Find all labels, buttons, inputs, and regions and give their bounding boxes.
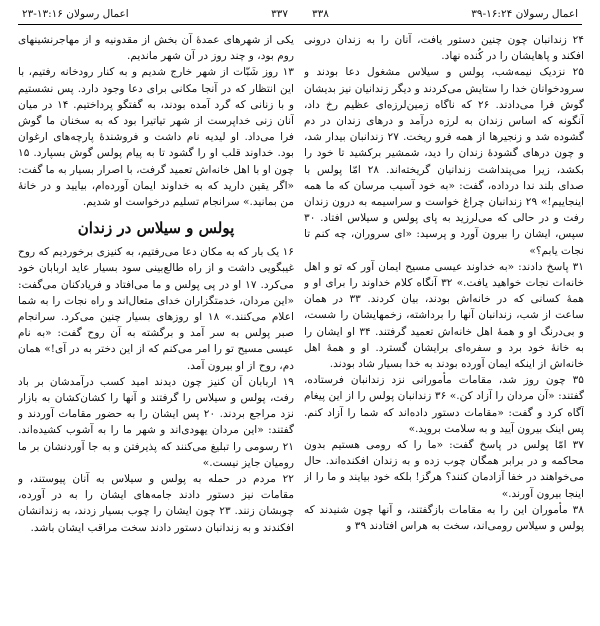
paragraph: ۲۵ نزدیک نیمه‌شب، پولس و سیلاس مشغول دعا بودند و سرودخوانان خدا را ستایش می‌کردند و دیگر زندانیان نیز بدیشان گوش فرا می‌دادند. ۲۶ که ناگاه زمین‌لرزه‌ای عظیم رخ داد، آنگونه که اساس زندان به لرزه درآمد و درهای زندان در دم گشوده شد و زنجیرها از همه فرو ریخت. ۲۷ زندانبان بیدار شد، و چون درهای گشوده‌ٔ زندان را دید، شمشیر برکشید تا خود را بکشد، زیرا می‌پنداشت زندانیان گریخته‌اند. ۲۸ امّا پولس با صدای بلند ندا درداده، گفت: «به خود آسیب مرسان که ما همه اینجاییم!» ۲۹ زندانبان چراغ خواست و سراسیمه به درون زندان رفت و در حالی که می‌لرزید به پای پولس و سیلاس افتاد. ۳۰ سپس، ایشان را بیرون آورد و پرسید: «ای سروران، چه کنم تا نجات یابم؟»: [304, 66, 584, 257]
running-header: [0, 8, 600, 24]
paragraph: ۱۹ اربابان آن کنیز چون دیدند امید کسب درآمدشان بر باد رفت، پولس و سیلاس را گرفتند و آنها را کشان‌کشان به بازار نزد مراجع بردند. ۲۰ پس ایشان را به حضور مقامات آوردند و گفتند: «این مردان یهودی‌اند و شهر ما را به آشوب کشیده‌اند. ۲۱ رسومی را تبلیغ می‌کنند که پذیرفتن و به جا آوردنشان بر ما رومیان جایز نیست.»: [18, 375, 294, 469]
paragraph: ۱۶ یک بار که به مکان دعا می‌رفتیم، به کنیزی برخوردیم که روح غیبگویی داشت و از راه طالع‌بینی سود بسیار عاید اربابان خود می‌کرد. ۱۷ او در پی پولس و ما می‌افتاد و فریادکنان می‌گفت: «این مردان، خدمتگزاران خدای متعال‌اند و راه نجات را به شما اعلام می‌کنند.» ۱۸ او روزهای بسیار چنین می‌کرد. سرانجام صبر پولس به سر آمد و برگشته به آن روح گفت: «به نام عیسی مسیح تو را امر می‌کنم که از این دختر به در آی!» همان دم، روح از او بیرون آمد.: [18, 246, 294, 372]
paragraph: ۲۴ زندانبان چون چنین دستور یافت، آنان را به زندان درونی افکند و پاهایشان را در کُنده نهاد.: [304, 34, 584, 63]
paragraph: ۳۸ مأموران این را به مقامات بازگفتند، و آنها چون شنیدند که پولس و سیلاس رومی‌اند، سخت به هراس افتادند ۳۹ و: [304, 503, 584, 533]
paragraph: ۳۵ چون روز شد، مقامات مأمورانی نزد زندانبان فرستاده، گفتند: «آن مردان را آزاد کن.» ۳۶ زندانبان پولس را از این پیغام آگاه کرد و گفت: «مقامات دستور داده‌اند که شما را آزاد کنم. پس اینک بیرون آیید و به سلامت بروید.»: [304, 374, 584, 435]
header-rule: [18, 24, 582, 25]
left-chapter-reference: اعمال رسولان ۱۳:۱۶-۲۳: [22, 8, 129, 20]
paragraph: ۲۲ مردم در حمله به پولس و سیلاس به آنان پیوستند، و مقامات نیز دستور دادند جامه‌های ایشان را به در آورده، چوبشان زنند. ۲۳ چون ایشان را چوب بسیار زدند، به زندانشان افکندند و به زندانبان دستور دادند سخت مراقب ایشان باشد.: [18, 473, 294, 534]
paragraph: یکی از شهرهای عمدهٔ آن بخش از مقدونیه و از مهاجرنشینهای روم بود، و چند روز در آن شهر ماندیم.: [18, 34, 294, 63]
left-text-column: [18, 32, 294, 618]
left-page-number: ۳۳۷: [271, 8, 288, 20]
paragraph: ۳۷ امّا پولس در پاسخ گفت: «ما را که رومی هستیم بدون محاکمه و در برابر همگان چوب زده و به زندان افکنده‌اند. حال می‌خواهند در خفا آزادمان کنند؟ هرگز! بلکه خود بیایند و ما را از اینجا بیرون آورند.»: [304, 439, 584, 500]
right-text-column: [304, 32, 584, 618]
right-page-number: ۳۳۸: [312, 8, 329, 20]
paragraph: ۳۱ پاسخ دادند: «به خداوند عیسی مسیح ایمان آور که تو و اهل خانه‌ات نجات خواهید یافت.» ۳۲ آنگاه کلام خداوند را برای او و همهٔ کسانی که در خانه‌اش بودند، بیان کردند. ۳۳ در همان ساعت از شب، زندانبان آنها را برداشته، زخمهایشان را شست، و بی‌درنگ او و همهٔ اهل خانه‌اش تعمید گرفتند. ۳۴ او ایشان را به خانهٔ خود برد و سفره‌ای برایشان گسترد. او و همهٔ اهل خانه‌اش از اینکه ایمان آورده بودند به خدا بسیار شاد بودند.: [304, 260, 584, 371]
right-chapter-reference: اعمال رسولان ۱۶:۲۴-۳۹: [471, 8, 578, 20]
paragraph: ۱۳ روز شَبّات از شهر خارج شدیم و به کنار رودخانه رفتیم، با این انتظار که در آنجا مکانی برای دعا وجود دارد. پس نشستیم و با زنانی که گرد آمده بودند، به گفتگو پرداختیم. ۱۴ در میان آنان زنی خداپرست از شهر تیاتیرا بود که به سخنان ما گوش فرا می‌داد. او لیدیه نام داشت و فروشندهٔ پارچه‌های ارغوان بود. خداوند قلب او را گشود تا به پیام پولس گوش بسپارد. ۱۵ چون او با اهل خانه‌اش تعمید گرفت، با اصرار بسیار به ما گفت: «اگر یقین دارید که به خداوند ایمان آورده‌ام، بیایید و در خانهٔ من بمانید.» سرانجام تسلیم درخواست او شدیم.: [18, 66, 294, 209]
section-heading: پولس و سیلاس در زندان: [77, 219, 235, 238]
